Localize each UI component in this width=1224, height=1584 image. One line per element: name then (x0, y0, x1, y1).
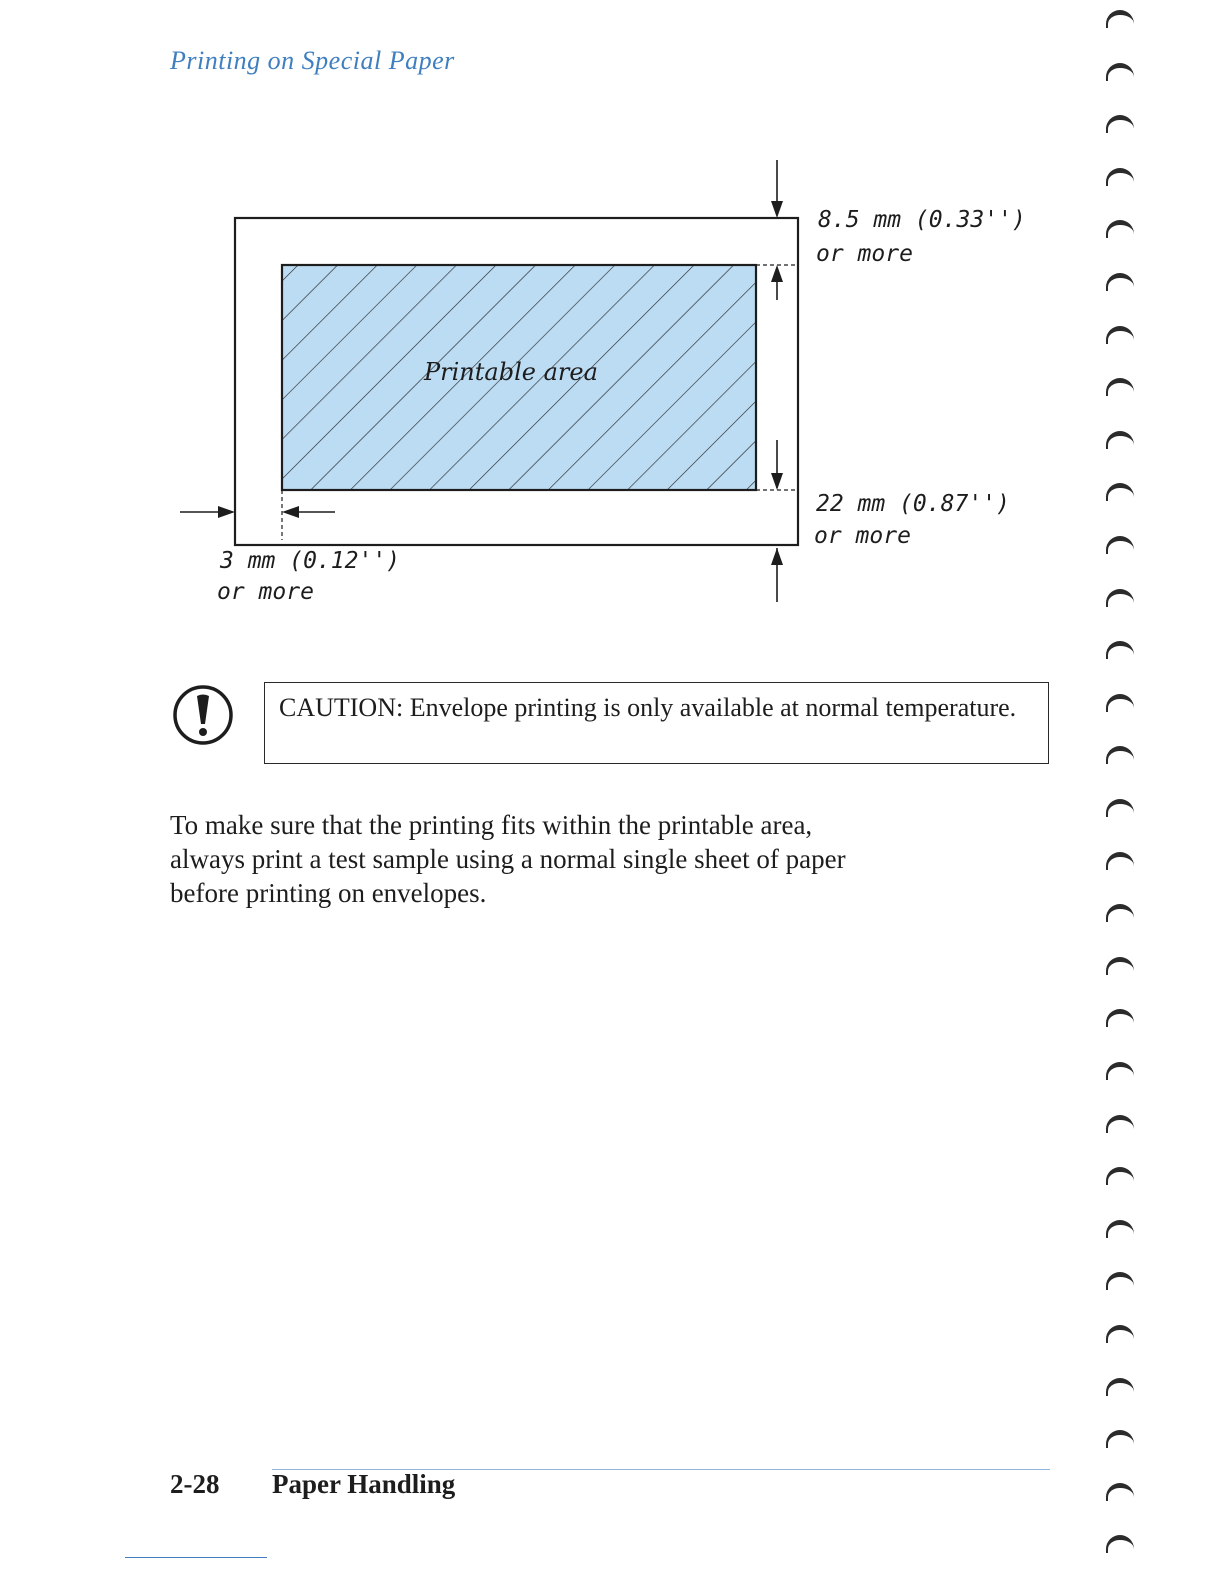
page-number: 2-28 (170, 1469, 220, 1499)
binding-ring (1106, 115, 1134, 133)
caution-box (264, 682, 1049, 764)
chapter-title: Paper Handling (272, 1469, 456, 1499)
binding-ring (1106, 378, 1134, 396)
binding-ring (1106, 536, 1134, 554)
left-arrowhead-right (218, 506, 235, 518)
binding-ring (1106, 957, 1134, 975)
body-line: before printing on envelopes. (170, 878, 487, 908)
left-margin-value: 3 mm (0.12'') (220, 548, 401, 574)
left-margin-note: or more (217, 579, 314, 605)
binding-ring (1106, 641, 1134, 659)
binding-ring (1106, 431, 1134, 449)
top-arrowhead-down (771, 201, 783, 218)
bottom-arrowhead-up (771, 548, 783, 565)
body-paragraph (170, 808, 1030, 910)
binding-ring (1106, 1167, 1134, 1185)
binding-ring (1106, 1220, 1134, 1238)
envelope-printable-area-diagram (170, 155, 1070, 625)
body-line: always print a test sample using a normal single sheet of paper (170, 844, 846, 874)
binding-ring (1106, 904, 1134, 922)
binding-ring (1106, 220, 1134, 238)
binding-ring (1106, 483, 1134, 501)
binding-ring (1106, 799, 1134, 817)
caution-text: CAUTION: Envelope printing is only available at normal temperature. (279, 693, 1017, 722)
page-footer (170, 1469, 455, 1500)
printable-area-label: Printable area (424, 358, 598, 386)
body-line: To make sure that the printing fits within the printable area, (170, 810, 813, 840)
binding-ring (1106, 1009, 1134, 1027)
binding-ring (1106, 1062, 1134, 1080)
bottom-arrowhead-down (771, 473, 783, 490)
left-arrowhead-left (282, 506, 299, 518)
spiral-binding (1106, 0, 1146, 1584)
exclamation-circle-icon (172, 684, 234, 746)
section-header: Printing on Special Paper (170, 46, 455, 75)
footer-left-rule (125, 1557, 267, 1558)
binding-ring (1106, 10, 1134, 28)
binding-ring (1106, 1115, 1134, 1133)
binding-ring (1106, 1483, 1134, 1501)
bottom-margin-note: or more (814, 523, 911, 549)
top-arrowhead-up (771, 265, 783, 282)
binding-ring (1106, 1325, 1134, 1343)
top-margin-value: 8.5 mm (0.33'') (818, 207, 1026, 233)
top-margin-note: or more (816, 241, 913, 267)
binding-ring (1106, 168, 1134, 186)
binding-ring (1106, 1378, 1134, 1396)
binding-ring (1106, 852, 1134, 870)
binding-ring (1106, 694, 1134, 712)
bottom-margin-value: 22 mm (0.87'') (816, 491, 1010, 517)
binding-ring (1106, 1535, 1134, 1553)
binding-ring (1106, 63, 1134, 81)
binding-ring (1106, 326, 1134, 344)
binding-ring (1106, 746, 1134, 764)
binding-ring (1106, 589, 1134, 607)
binding-ring (1106, 1272, 1134, 1290)
binding-ring (1106, 1430, 1134, 1448)
binding-ring (1106, 273, 1134, 291)
